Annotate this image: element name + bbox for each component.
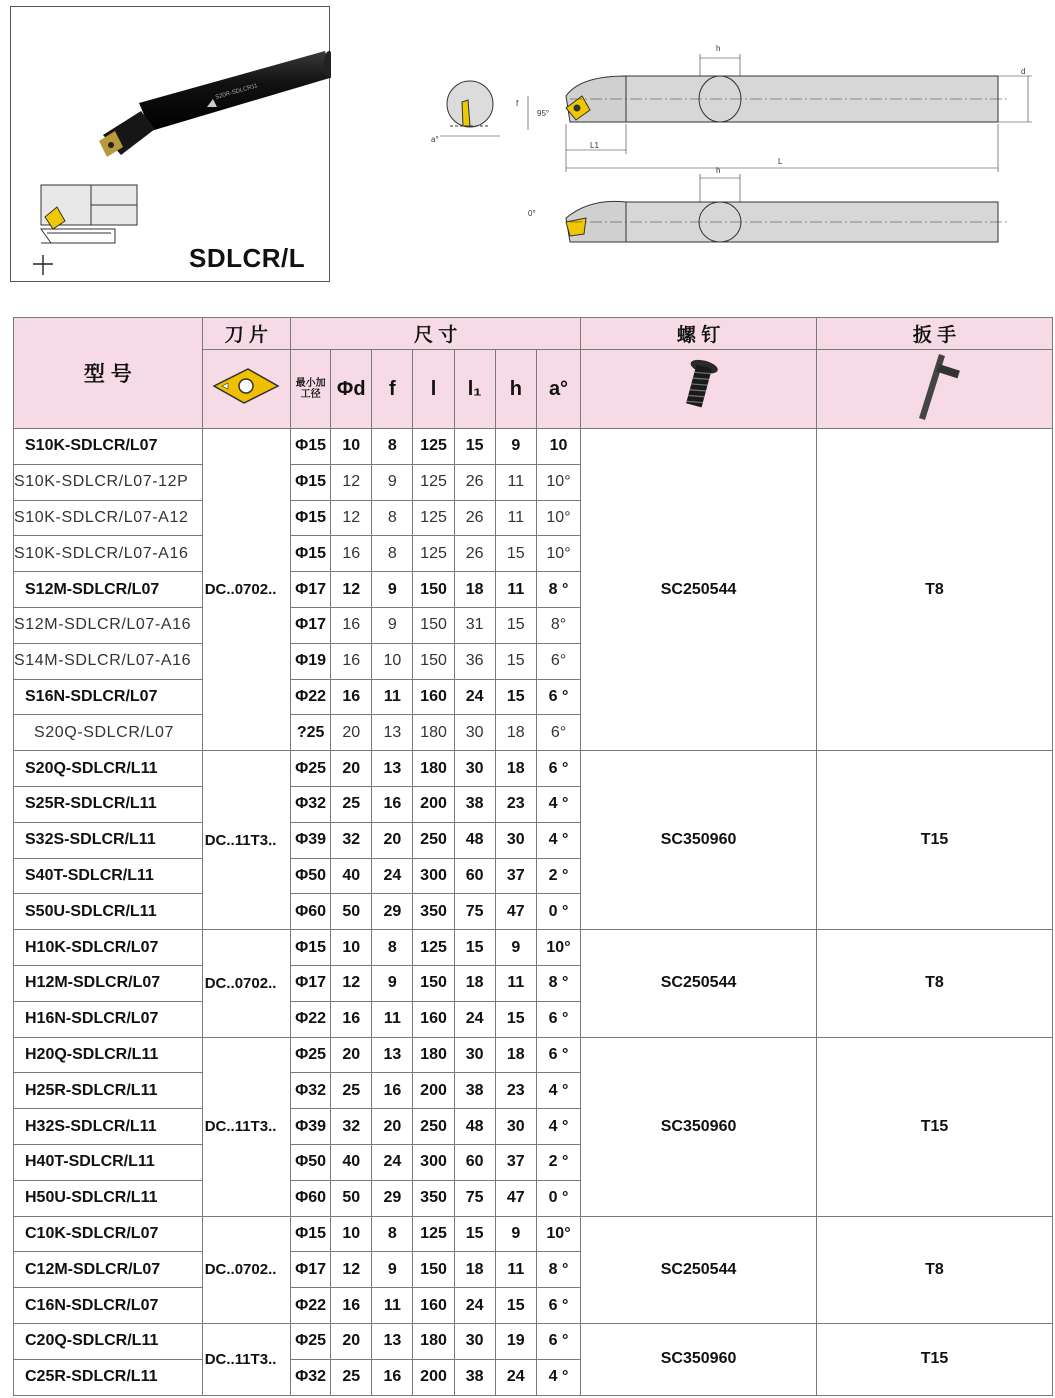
l1-cell: 38 <box>454 1073 495 1109</box>
l-cell: 125 <box>413 930 454 966</box>
f-cell: 9 <box>372 464 413 500</box>
phi-d-cell: 12 <box>331 500 372 536</box>
model-cell: C12M-SDLCR/L07 <box>14 1252 203 1288</box>
table-row <box>14 930 1053 966</box>
f-cell: 29 <box>372 894 413 930</box>
insert-cell: DC..0702.. <box>202 1216 290 1323</box>
l1-cell: 26 <box>454 536 495 572</box>
insert-cell: DC..0702.. <box>202 930 290 1037</box>
h-cell: 47 <box>495 1180 536 1216</box>
phi-d-cell: 12 <box>331 572 372 608</box>
l-cell: 160 <box>413 1288 454 1324</box>
side-view-top <box>528 54 1032 172</box>
phi-d-cell: 12 <box>331 1252 372 1288</box>
model-cell: S16N-SDLCR/L07 <box>14 679 203 715</box>
wrench-cell: T8 <box>817 930 1053 1037</box>
min-bore-cell: Φ17 <box>291 607 331 643</box>
h-cell: 11 <box>495 572 536 608</box>
l1-cell: 36 <box>454 643 495 679</box>
label-h-bottom: h <box>716 166 721 175</box>
l-cell: 150 <box>413 965 454 1001</box>
label-a: a° <box>431 135 439 144</box>
f-cell: 13 <box>372 1037 413 1073</box>
min-bore-cell: Φ15 <box>291 429 331 465</box>
h-cell: 47 <box>495 894 536 930</box>
col-wrench: 扳 手 <box>817 318 1053 350</box>
boring-bar-illustration <box>11 7 331 283</box>
l-cell: 350 <box>413 894 454 930</box>
f-cell: 8 <box>372 536 413 572</box>
f-cell: 16 <box>372 1359 413 1395</box>
wrench-image-cell <box>817 350 1053 429</box>
l-cell: 300 <box>413 858 454 894</box>
l1-cell: 48 <box>454 822 495 858</box>
min-bore-cell: Φ32 <box>291 1073 331 1109</box>
phi-d-cell: 20 <box>331 715 372 751</box>
l1-cell: 24 <box>454 1001 495 1037</box>
phi-d-cell: 25 <box>331 1359 372 1395</box>
wrench-cell: T8 <box>817 429 1053 751</box>
col-l1: l₁ <box>454 350 495 429</box>
a-cell: 10° <box>536 536 580 572</box>
a-cell: 10° <box>536 464 580 500</box>
l-cell: 200 <box>413 786 454 822</box>
min-bore-cell: ?25 <box>291 715 331 751</box>
f-cell: 9 <box>372 1252 413 1288</box>
l1-cell: 15 <box>454 1216 495 1252</box>
l1-cell: 26 <box>454 500 495 536</box>
insert-diamond-icon <box>210 365 282 407</box>
wrench-icon <box>905 350 965 422</box>
h-cell: 15 <box>495 679 536 715</box>
l1-cell: 30 <box>454 751 495 787</box>
l1-cell: 60 <box>454 858 495 894</box>
l-cell: 125 <box>413 429 454 465</box>
h-cell: 11 <box>495 500 536 536</box>
h-cell: 19 <box>495 1323 536 1359</box>
phi-d-cell: 10 <box>331 429 372 465</box>
f-cell: 11 <box>372 1288 413 1324</box>
h-cell: 18 <box>495 751 536 787</box>
axis-cross-icon <box>33 255 53 275</box>
phi-d-cell: 10 <box>331 930 372 966</box>
min-bore-cell: Φ22 <box>291 1288 331 1324</box>
l-cell: 150 <box>413 643 454 679</box>
min-bore-cell: Φ32 <box>291 1359 331 1395</box>
f-cell: 9 <box>372 572 413 608</box>
l-cell: 350 <box>413 1180 454 1216</box>
f-cell: 8 <box>372 500 413 536</box>
col-l: l <box>413 350 454 429</box>
insert-cell: DC..11T3.. <box>202 1037 290 1216</box>
a-cell: 10° <box>536 1216 580 1252</box>
model-cell: H32S-SDLCR/L11 <box>14 1109 203 1145</box>
label-f: f <box>516 99 519 108</box>
phi-d-cell: 40 <box>331 858 372 894</box>
table-row <box>14 1323 1053 1359</box>
h-cell: 15 <box>495 643 536 679</box>
phi-d-cell: 12 <box>331 965 372 1001</box>
col-insert: 刀 片 <box>202 318 290 350</box>
model-cell: S50U-SDLCR/L11 <box>14 894 203 930</box>
l-cell: 160 <box>413 679 454 715</box>
f-cell: 20 <box>372 1109 413 1145</box>
model-cell: S10K-SDLCR/L07-A16 <box>14 536 203 572</box>
min-bore-cell: Φ15 <box>291 464 331 500</box>
min-bore-cell: Φ15 <box>291 500 331 536</box>
spec-table <box>13 317 1053 1396</box>
col-model: 型 号 <box>14 318 203 429</box>
min-bore-cell: Φ17 <box>291 572 331 608</box>
phi-d-cell: 20 <box>331 1323 372 1359</box>
min-bore-cell: Φ60 <box>291 1180 331 1216</box>
l1-cell: 18 <box>454 965 495 1001</box>
a-cell: 10° <box>536 930 580 966</box>
col-f: f <box>372 350 413 429</box>
f-cell: 16 <box>372 786 413 822</box>
min-bore-cell: Φ25 <box>291 1323 331 1359</box>
model-cell: S10K-SDLCR/L07-A12 <box>14 500 203 536</box>
model-title: SDLCR/L <box>189 243 306 273</box>
model-cell: S14M-SDLCR/L07-A16 <box>14 643 203 679</box>
insert-shape-cell <box>202 350 290 429</box>
a-cell: 6 ° <box>536 679 580 715</box>
a-cell: 8 ° <box>536 965 580 1001</box>
h-cell: 9 <box>495 930 536 966</box>
h-cell: 24 <box>495 1359 536 1395</box>
h-cell: 30 <box>495 1109 536 1145</box>
f-cell: 24 <box>372 858 413 894</box>
f-cell: 9 <box>372 965 413 1001</box>
f-cell: 24 <box>372 1144 413 1180</box>
model-cell: S10K-SDLCR/L07 <box>14 429 203 465</box>
l1-cell: 48 <box>454 1109 495 1145</box>
screw-image-cell <box>581 350 817 429</box>
screw-icon <box>669 356 729 416</box>
wrench-cell: T15 <box>817 751 1053 930</box>
a-cell: 8 ° <box>536 572 580 608</box>
l-cell: 250 <box>413 1109 454 1145</box>
l1-cell: 31 <box>454 607 495 643</box>
l1-cell: 75 <box>454 1180 495 1216</box>
l1-cell: 30 <box>454 1323 495 1359</box>
phi-d-cell: 40 <box>331 1144 372 1180</box>
col-dimensions: 尺 寸 <box>291 318 581 350</box>
a-cell: 8 ° <box>536 1252 580 1288</box>
l-cell: 180 <box>413 1037 454 1073</box>
f-cell: 8 <box>372 1216 413 1252</box>
l-cell: 200 <box>413 1359 454 1395</box>
model-cell: S32S-SDLCR/L11 <box>14 822 203 858</box>
model-cell: S12M-SDLCR/L07 <box>14 572 203 608</box>
f-cell: 13 <box>372 715 413 751</box>
col-phi-d: Φd <box>331 350 372 429</box>
h-cell: 11 <box>495 464 536 500</box>
label-l1: L1 <box>590 141 599 150</box>
technical-drawing <box>420 36 1040 251</box>
a-cell: 0 ° <box>536 1180 580 1216</box>
f-cell: 20 <box>372 822 413 858</box>
min-bore-cell: Φ50 <box>291 1144 331 1180</box>
f-cell: 13 <box>372 1323 413 1359</box>
model-cell: C20Q-SDLCR/L11 <box>14 1323 203 1359</box>
a-cell: 6° <box>536 643 580 679</box>
min-bore-cell: Φ15 <box>291 536 331 572</box>
l-cell: 150 <box>413 1252 454 1288</box>
phi-d-cell: 32 <box>331 822 372 858</box>
l-cell: 180 <box>413 1323 454 1359</box>
h-cell: 37 <box>495 1144 536 1180</box>
f-cell: 10 <box>372 643 413 679</box>
a-cell: 4 ° <box>536 786 580 822</box>
screw-cell: SC250544 <box>581 1216 817 1323</box>
model-cell: S25R-SDLCR/L11 <box>14 786 203 822</box>
model-cell: H12M-SDLCR/L07 <box>14 965 203 1001</box>
col-min-bore: 最小加 工径 <box>291 350 331 429</box>
h-cell: 30 <box>495 822 536 858</box>
min-bore-cell: Φ19 <box>291 643 331 679</box>
phi-d-cell: 16 <box>331 1288 372 1324</box>
phi-d-cell: 16 <box>331 643 372 679</box>
l1-cell: 30 <box>454 1037 495 1073</box>
f-cell: 11 <box>372 1001 413 1037</box>
a-cell: 4 ° <box>536 1359 580 1395</box>
model-cell: S20Q-SDLCR/L11 <box>14 751 203 787</box>
l1-cell: 38 <box>454 786 495 822</box>
model-cell: C10K-SDLCR/L07 <box>14 1216 203 1252</box>
f-cell: 8 <box>372 429 413 465</box>
model-cell: S40T-SDLCR/L11 <box>14 858 203 894</box>
model-cell: C25R-SDLCR/L11 <box>14 1359 203 1395</box>
h-cell: 9 <box>495 429 536 465</box>
l-cell: 180 <box>413 715 454 751</box>
l1-cell: 18 <box>454 572 495 608</box>
table-row <box>14 1037 1053 1073</box>
l1-cell: 60 <box>454 1144 495 1180</box>
holder-sketch <box>41 185 137 243</box>
a-cell: 4 ° <box>536 1073 580 1109</box>
phi-d-cell: 50 <box>331 894 372 930</box>
model-cell: S12M-SDLCR/L07-A16 <box>14 607 203 643</box>
f-cell: 29 <box>372 1180 413 1216</box>
f-cell: 13 <box>372 751 413 787</box>
table-row <box>14 1216 1053 1252</box>
table-row <box>14 751 1053 787</box>
a-cell: 6 ° <box>536 1001 580 1037</box>
model-cell: S10K-SDLCR/L07-12P <box>14 464 203 500</box>
label-h-top: h <box>716 44 721 53</box>
min-bore-cell: Φ60 <box>291 894 331 930</box>
model-cell: H40T-SDLCR/L11 <box>14 1144 203 1180</box>
f-cell: 11 <box>372 679 413 715</box>
phi-d-cell: 16 <box>331 679 372 715</box>
end-view <box>440 81 500 136</box>
a-cell: 6 ° <box>536 1288 580 1324</box>
label-d: d <box>1021 67 1026 76</box>
l1-cell: 18 <box>454 1252 495 1288</box>
h-cell: 23 <box>495 1073 536 1109</box>
min-bore-cell: Φ17 <box>291 965 331 1001</box>
h-cell: 18 <box>495 1037 536 1073</box>
phi-d-cell: 12 <box>331 464 372 500</box>
model-cell: S20Q-SDLCR/L07 <box>14 715 203 751</box>
a-cell: 6° <box>536 715 580 751</box>
model-cell: H16N-SDLCR/L07 <box>14 1001 203 1037</box>
wrench-cell: T15 <box>817 1037 1053 1216</box>
side-view-bottom <box>566 174 1010 242</box>
table-row <box>14 429 1053 465</box>
min-bore-cell: Φ25 <box>291 751 331 787</box>
a-cell: 6 ° <box>536 751 580 787</box>
h-cell: 18 <box>495 715 536 751</box>
l1-cell: 15 <box>454 930 495 966</box>
h-cell: 23 <box>495 786 536 822</box>
h-cell: 11 <box>495 965 536 1001</box>
screw-cell: SC250544 <box>581 429 817 751</box>
l1-cell: 26 <box>454 464 495 500</box>
screw-cell: SC350960 <box>581 751 817 930</box>
a-cell: 6 ° <box>536 1037 580 1073</box>
insert-cell: DC..0702.. <box>202 429 290 751</box>
l1-cell: 24 <box>454 679 495 715</box>
phi-d-cell: 25 <box>331 786 372 822</box>
model-cell: H50U-SDLCR/L11 <box>14 1180 203 1216</box>
a-cell: 10 <box>536 429 580 465</box>
l1-cell: 24 <box>454 1288 495 1324</box>
spec-body <box>14 429 1053 1396</box>
label-zero: 0° <box>528 209 536 218</box>
model-cell: C16N-SDLCR/L07 <box>14 1288 203 1324</box>
min-bore-cell: Φ39 <box>291 1109 331 1145</box>
l-cell: 150 <box>413 607 454 643</box>
l1-cell: 30 <box>454 715 495 751</box>
bar-marking: S20R-SDLCR11 <box>214 83 259 101</box>
l-cell: 200 <box>413 1073 454 1109</box>
a-cell: 0 ° <box>536 894 580 930</box>
model-cell: H25R-SDLCR/L11 <box>14 1073 203 1109</box>
col-screw: 螺 钉 <box>581 318 817 350</box>
col-h: h <box>495 350 536 429</box>
h-cell: 9 <box>495 1216 536 1252</box>
a-cell: 8° <box>536 607 580 643</box>
wrench-cell: T8 <box>817 1216 1053 1323</box>
phi-d-cell: 16 <box>331 536 372 572</box>
a-cell: 10° <box>536 500 580 536</box>
h-cell: 15 <box>495 536 536 572</box>
insert-cell: DC..11T3.. <box>202 751 290 930</box>
min-bore-cell: Φ50 <box>291 858 331 894</box>
phi-d-cell: 16 <box>331 1001 372 1037</box>
phi-d-cell: 32 <box>331 1109 372 1145</box>
l1-cell: 38 <box>454 1359 495 1395</box>
f-cell: 16 <box>372 1073 413 1109</box>
f-cell: 9 <box>372 607 413 643</box>
f-cell: 8 <box>372 930 413 966</box>
phi-d-cell: 10 <box>331 1216 372 1252</box>
screw-cell: SC350960 <box>581 1323 817 1395</box>
l-cell: 300 <box>413 1144 454 1180</box>
l-cell: 160 <box>413 1001 454 1037</box>
screw-cell: SC350960 <box>581 1037 817 1216</box>
h-cell: 11 <box>495 1252 536 1288</box>
col-a: a° <box>536 350 580 429</box>
min-bore-cell: Φ17 <box>291 1252 331 1288</box>
h-cell: 15 <box>495 1288 536 1324</box>
label-angle: 95° <box>537 109 550 118</box>
l-cell: 125 <box>413 500 454 536</box>
l-cell: 180 <box>413 751 454 787</box>
l-cell: 125 <box>413 536 454 572</box>
a-cell: 4 ° <box>536 822 580 858</box>
min-bore-cell: Φ32 <box>291 786 331 822</box>
h-cell: 15 <box>495 1001 536 1037</box>
l-cell: 125 <box>413 464 454 500</box>
min-bore-cell: Φ25 <box>291 1037 331 1073</box>
phi-d-cell: 25 <box>331 1073 372 1109</box>
a-cell: 2 ° <box>536 1144 580 1180</box>
l1-cell: 15 <box>454 429 495 465</box>
l1-cell: 75 <box>454 894 495 930</box>
phi-d-cell: 50 <box>331 1180 372 1216</box>
a-cell: 4 ° <box>536 1109 580 1145</box>
insert-cell: DC..11T3.. <box>202 1323 290 1395</box>
phi-d-cell: 20 <box>331 751 372 787</box>
min-bore-cell: Φ15 <box>291 930 331 966</box>
min-bore-cell: Φ22 <box>291 1001 331 1037</box>
product-photo <box>10 6 330 282</box>
l-cell: 150 <box>413 572 454 608</box>
model-cell: H10K-SDLCR/L07 <box>14 930 203 966</box>
h-cell: 37 <box>495 858 536 894</box>
label-L: L <box>778 157 783 166</box>
phi-d-cell: 20 <box>331 1037 372 1073</box>
model-cell: H20Q-SDLCR/L11 <box>14 1037 203 1073</box>
min-bore-cell: Φ39 <box>291 822 331 858</box>
l-cell: 125 <box>413 1216 454 1252</box>
phi-d-cell: 16 <box>331 607 372 643</box>
l-cell: 250 <box>413 822 454 858</box>
min-bore-cell: Φ15 <box>291 1216 331 1252</box>
a-cell: 6 ° <box>536 1323 580 1359</box>
wrench-cell: T15 <box>817 1323 1053 1395</box>
h-cell: 15 <box>495 607 536 643</box>
screw-cell: SC250544 <box>581 930 817 1037</box>
min-bore-cell: Φ22 <box>291 679 331 715</box>
a-cell: 2 ° <box>536 858 580 894</box>
